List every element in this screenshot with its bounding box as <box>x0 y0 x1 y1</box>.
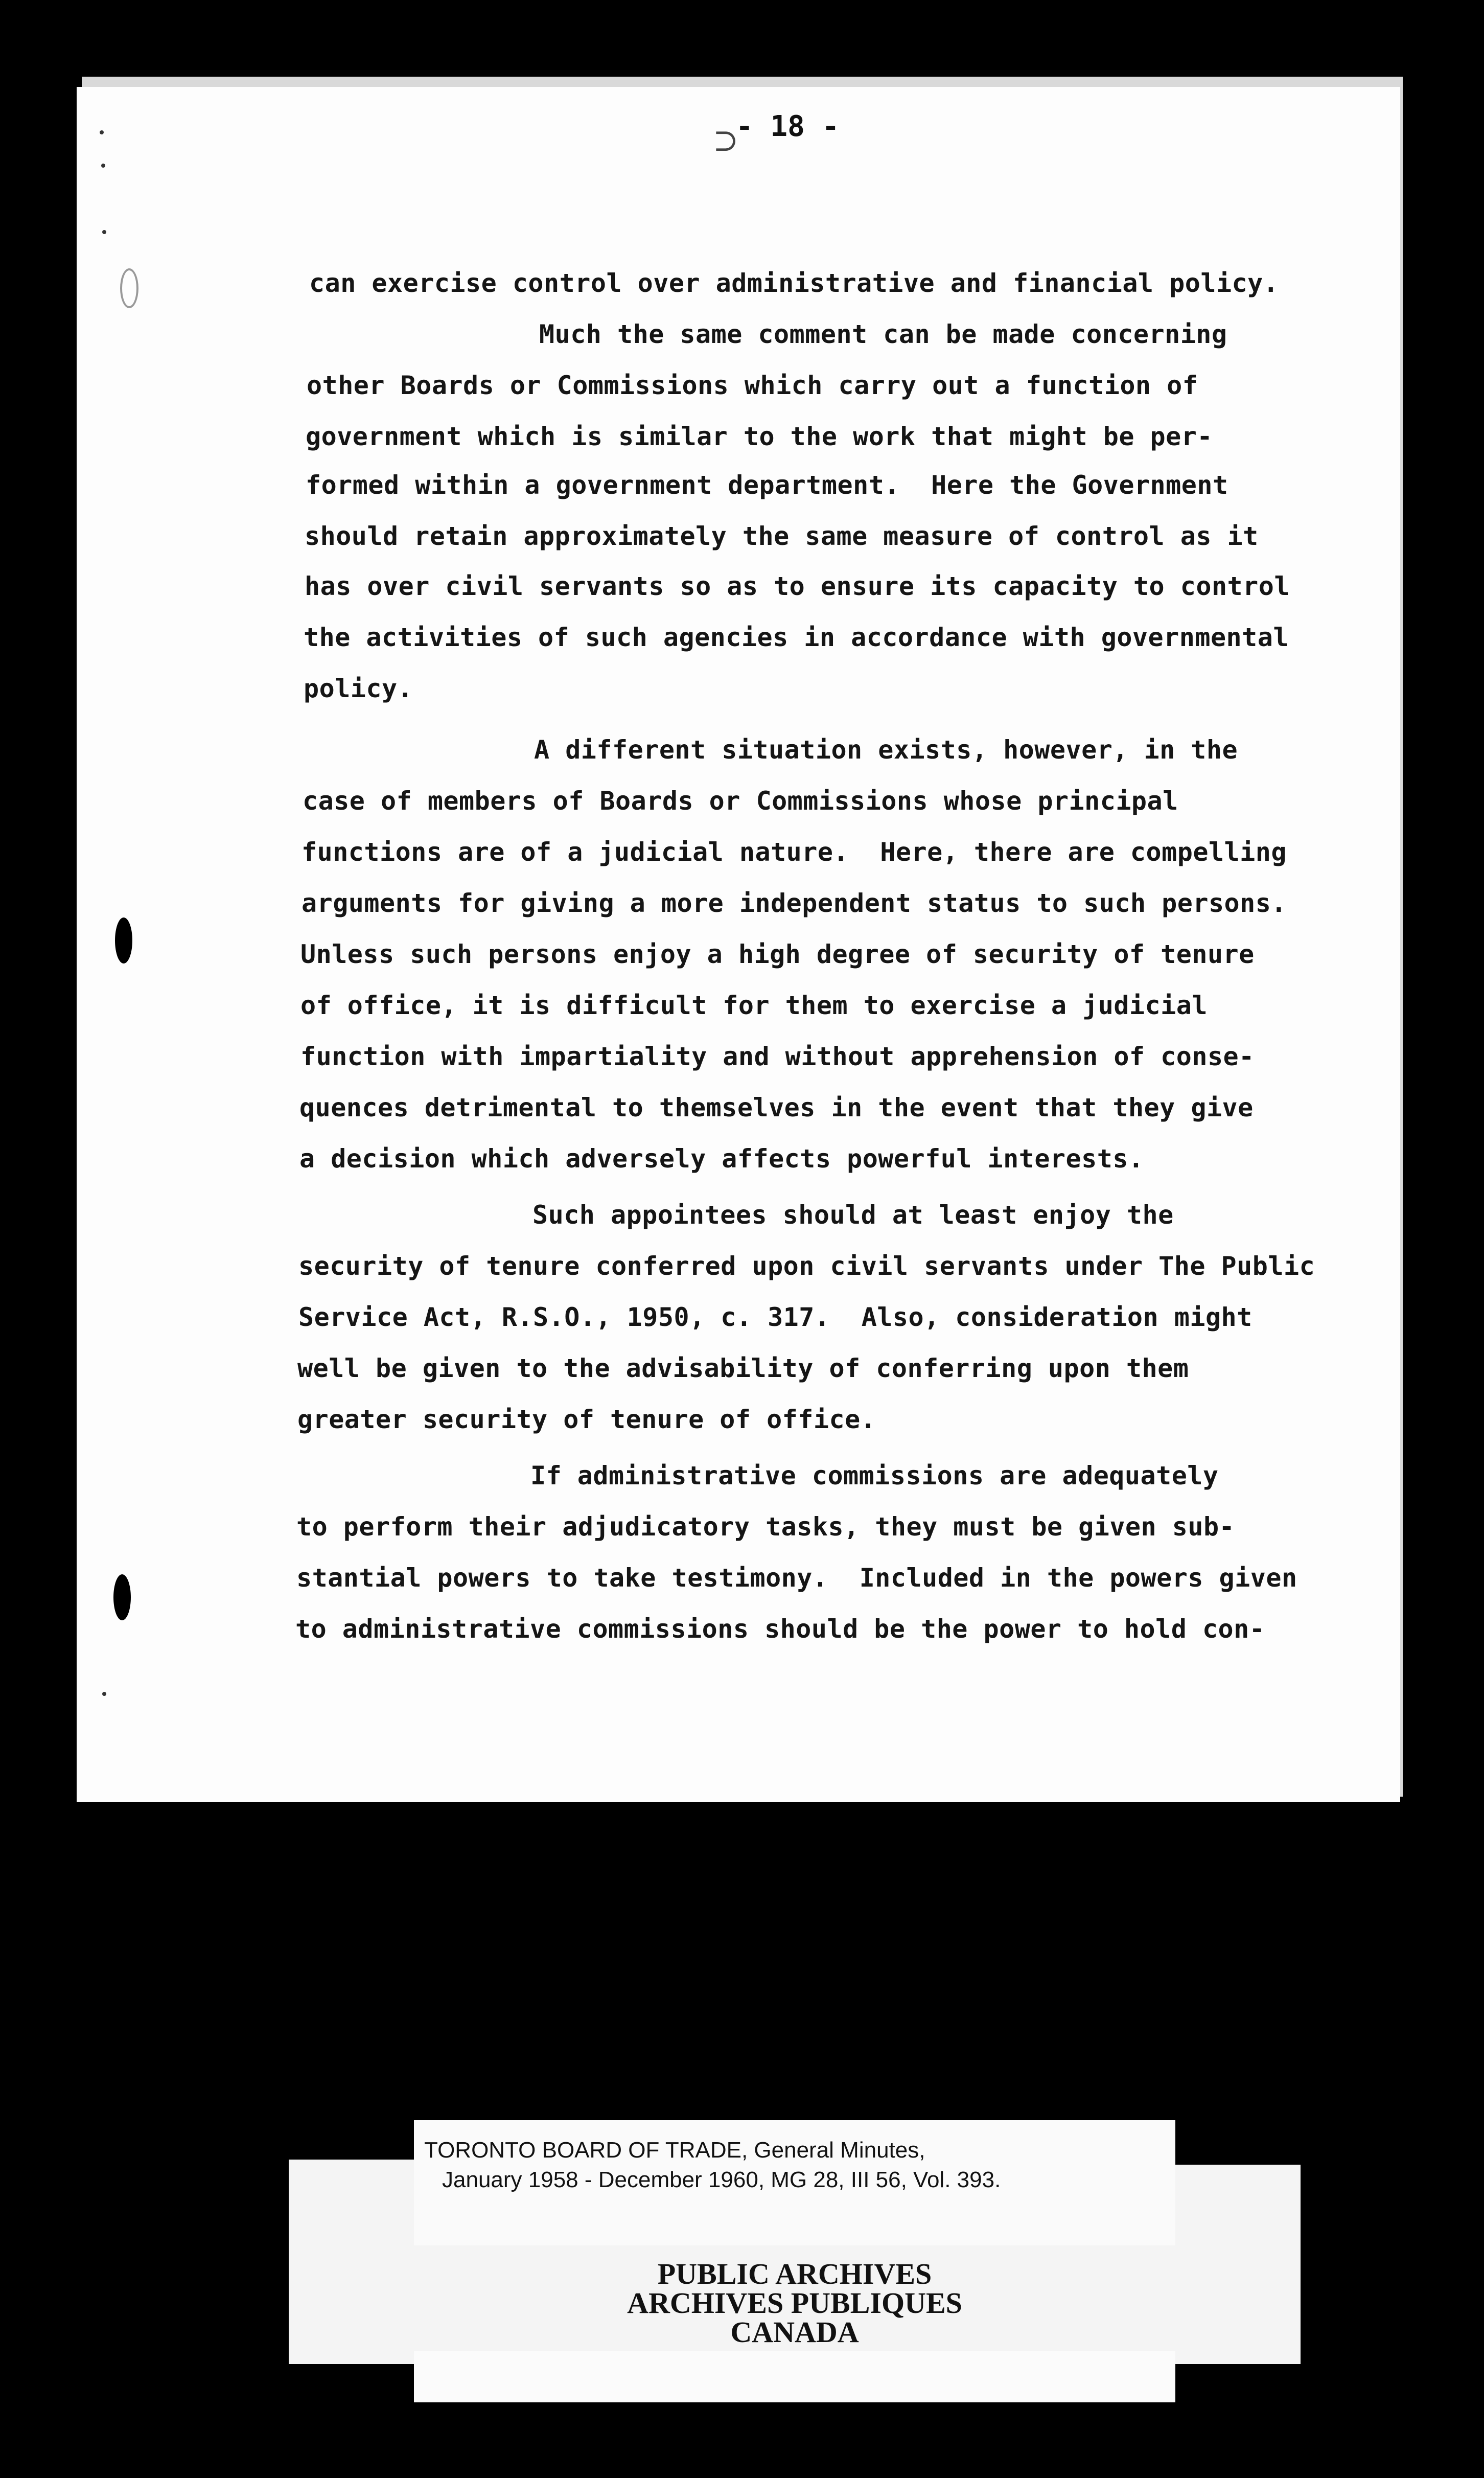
text-line: case of members of Boards or Commissions whose principal <box>303 786 1178 816</box>
punch-hole <box>113 1574 131 1620</box>
text-line: arguments for giving a more independent status to such persons. <box>302 888 1287 918</box>
text-line: formed within a government department. Here the Government <box>306 470 1228 500</box>
text-line: government which is similar to the work that might be per- <box>306 422 1213 451</box>
text-line: well be given to the advisability of conferring upon them <box>297 1353 1189 1383</box>
text-line: a decision which adversely affects powerful interests. <box>299 1144 1144 1174</box>
page-number: - 18 - <box>736 110 840 143</box>
text-line: security of tenure conferred upon civil servants under The Public <box>298 1251 1315 1281</box>
text-line: Unless such persons enjoy a high degree of security of tenure <box>300 939 1255 969</box>
archive-label-french: ARCHIVES PUBLIQUES <box>627 2286 962 2320</box>
archive-caption-line: TORONTO BOARD OF TRADE, General Minutes, <box>424 2138 925 2163</box>
speck <box>102 230 106 234</box>
text-line: functions are of a judicial nature. Here, there are compelling <box>302 837 1287 867</box>
text-line: should retain approximately the same measure of control as it <box>305 521 1259 551</box>
punch-hole <box>120 268 138 308</box>
archive-caption-card-bottom <box>414 2351 1175 2402</box>
text-line: has over civil servants so as to ensure its capacity to control <box>305 571 1290 601</box>
text-line: of office, it is difficult for them to exercise a judicial <box>300 991 1208 1020</box>
text-line: to perform their adjudicatory tasks, they must be given sub- <box>296 1512 1235 1542</box>
archive-label-country: CANADA <box>730 2315 859 2349</box>
text-line: stantial powers to take testimony. Included in the powers given <box>296 1563 1297 1593</box>
text-line: to administrative commissions should be the power to hold con- <box>295 1614 1265 1644</box>
archive-stamp-tab <box>289 2160 416 2190</box>
text-line: can exercise control over administrative and financial policy. <box>309 268 1279 298</box>
archive-stamp-tab <box>1224 2175 1301 2206</box>
text-line: If administrative commissions are adequately <box>530 1461 1219 1490</box>
text-line: function with impartiality and without apprehension of conse- <box>300 1042 1255 1071</box>
archive-caption-line: January 1958 - December 1960, MG 28, III 56, Vol. 393. <box>442 2167 1001 2192</box>
text-line: greater security of tenure of office. <box>297 1405 876 1434</box>
text-line: policy. <box>304 674 413 703</box>
text-line: A different situation exists, however, in the <box>534 735 1238 765</box>
speck <box>101 164 105 168</box>
speck <box>102 1692 106 1696</box>
text-line: quences detrimental to themselves in the event that they give <box>299 1093 1254 1122</box>
text-line: Such appointees should at least enjoy the <box>532 1200 1174 1230</box>
punch-hole <box>115 917 132 963</box>
text-line: Much the same comment can be made concerning <box>539 319 1227 349</box>
text-line: other Boards or Commissions which carry out a function of <box>307 371 1198 400</box>
archive-label-english: PUBLIC ARCHIVES <box>657 2257 932 2290</box>
text-line: the activities of such agencies in accordance with governmental <box>304 623 1289 652</box>
pencil-mark: ⊃ <box>713 123 739 158</box>
speck <box>100 130 104 134</box>
text-line: Service Act, R.S.O., 1950, c. 317. Also, consideration might <box>298 1302 1253 1332</box>
